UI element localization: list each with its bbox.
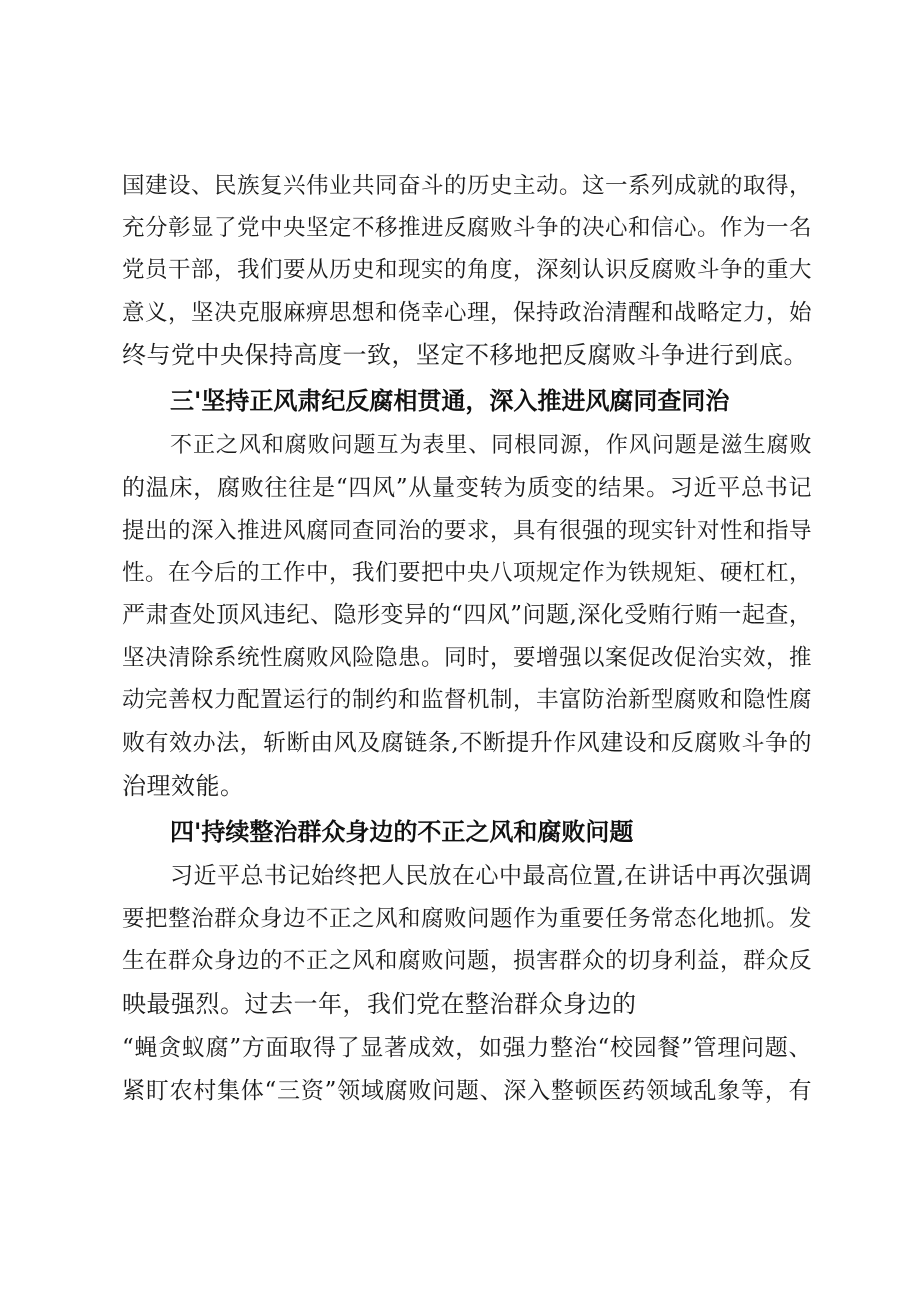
paragraph-1-line-2: 充分彰显了党中央坚定不移推进反腐败斗争的决心和信心。作为一名 [122,215,812,241]
paragraph-3-line-5: “蝇贪蚁腐”方面取得了显著成效，如强力整治“校园餐”管理问题、 [122,1035,812,1061]
section-heading-4: 四'持续整治群众身边的不正之风和腐败问题 [170,818,634,846]
paragraph-1-line-1: 国建设、民族复兴伟业共同奋斗的历史主动。这一系列成就的取得， [122,173,812,199]
paragraph-1-line-4: 意义，坚决克服麻痹思想和侥幸心理，保持政治清醒和战略定力，始 [122,300,812,326]
paragraph-2-line-9: 治理效能。 [122,772,245,800]
paragraph-1-line-3: 党员干部，我们要从历史和现实的角度，深刻认识反腐败斗争的重大 [122,257,812,283]
paragraph-1-line-5: 终与党中央保持高度一致，坚定不移地把反腐败斗争进行到底。 [122,341,808,369]
paragraph-2-line-1: 不正之风和腐败问题互为表里、同根同源，作风问题是滋生腐败 [170,433,812,458]
paragraph-3-line-4: 映最强烈。过去一年，我们党在整治群众身边的 [122,990,637,1018]
paragraph-2-line-2: 的温床，腐败往往是“四风”从量变转为质变的结果。习近平总书记 [122,475,812,501]
paragraph-2-line-5: 严肃查处顶风违纪、隐形变异的“四风”问题,深化受贿行贿一起查， [122,602,812,628]
paragraph-3-line-1: 习近平总书记始终把人民放在心中最高位置,在讲话中再次强调 [170,863,812,889]
paragraph-2-line-8: 败有效办法，斩断由风及腐链条,不断提升作风建设和反腐败斗争的 [122,730,812,756]
paragraph-3-line-3: 生在群众身边的不正之风和腐败问题，损害群众的切身利益，群众反 [122,948,812,974]
paragraph-2-line-7: 动完善权力配置运行的制约和监督机制，丰富防治新型腐败和隐性腐 [122,687,812,713]
paragraph-3-line-6: 紧盯农村集体“三资”领域腐败问题、深入整顿医药领域乱象等，有 [122,1078,812,1104]
paragraph-2-line-4: 性。在今后的工作中，我们要把中央八项规定作为铁规矩、硬杠杠， [122,560,812,586]
paragraph-3-line-2: 要把整治群众身边不正之风和腐败问题作为重要任务常态化地抓。发 [122,906,812,932]
paragraph-2-line-3: 提出的深入推进风腐同查同治的要求，具有很强的现实针对性和指导 [122,518,812,544]
section-heading-3: 三'坚持正风肃纪反腐相贯通，深入推进风腐同查同治 [170,387,730,415]
paragraph-2-line-6: 坚决清除系统性腐败风险隐患。同时，要增强以案促改促治实效，推 [122,645,812,671]
